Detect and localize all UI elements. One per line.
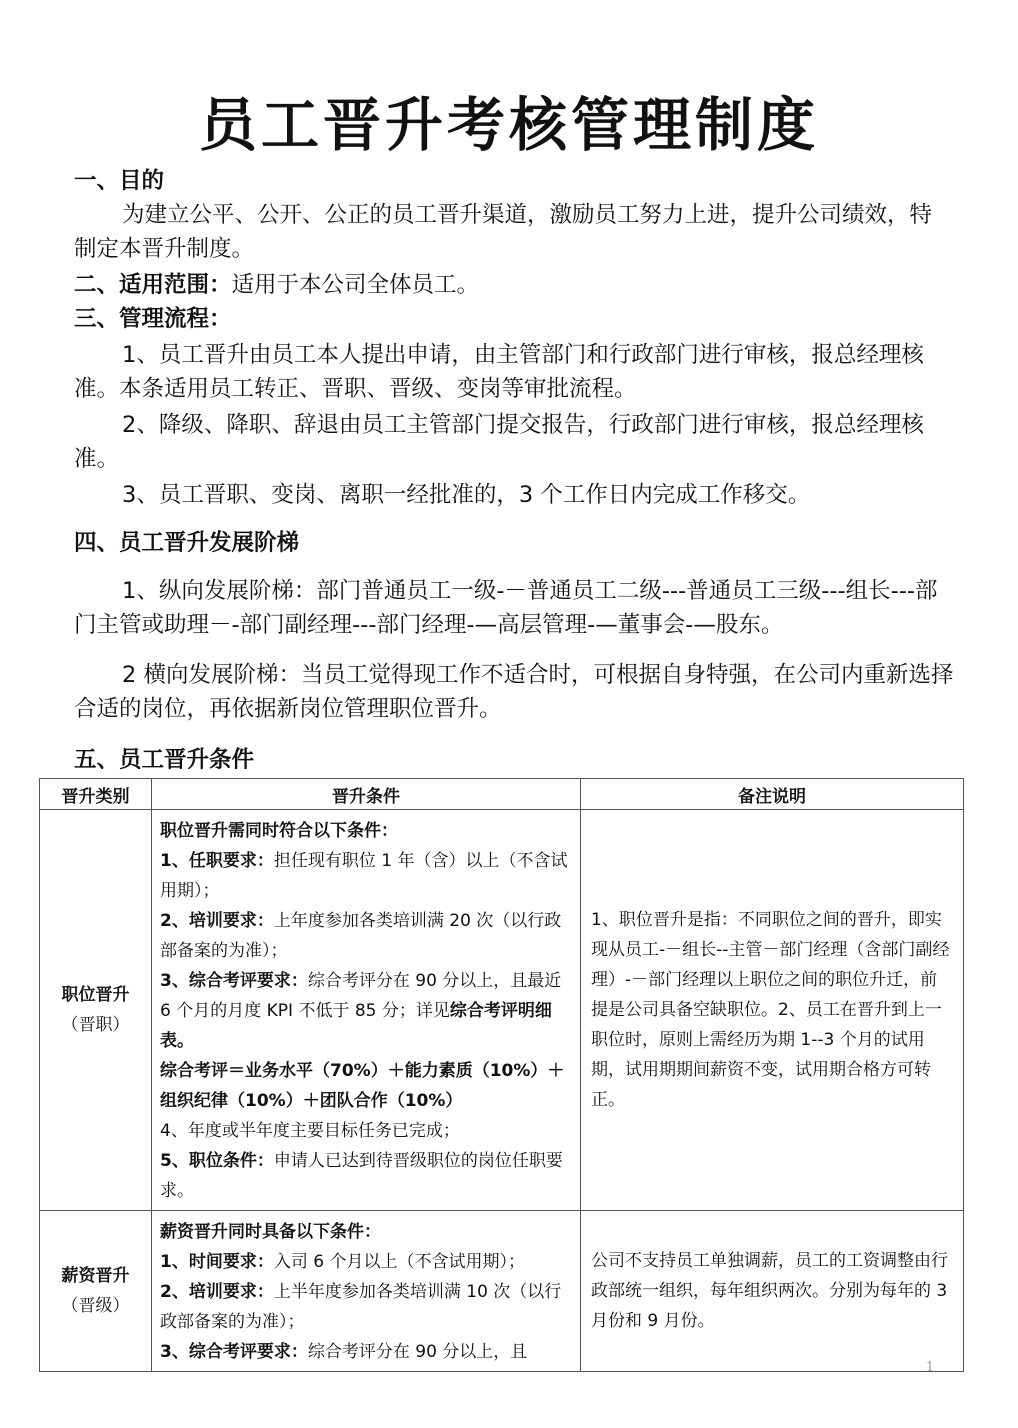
section-3-item-1: 1、员工晋升由员工本人提出申请，由主管部门和行政部门进行审核，报总经理核准。本条适用员工转正、晋职、晋级、变岗等审批流程。: [74, 342, 924, 402]
condition-2-text: 上半年度参加各类培训满 10 次（以行政部备案的为准）；: [160, 1282, 562, 1332]
condition-1-text: 担任现有职位 1 年（含）以上（不含试用期）；: [160, 851, 568, 901]
category-label: 职位晋升: [61, 985, 130, 1005]
category-sub: （晋职）: [61, 1015, 130, 1035]
section-1-heading: 一、目的: [74, 168, 165, 194]
table-header-row: [40, 779, 964, 810]
section-2-heading: 二、适用范围：: [74, 272, 232, 298]
section-4-item-2: 2 横向发展阶梯：当员工觉得现工作不适合时，可根据自身特强，在公司内重新选择合适的岗位，再依据新岗位管理职位晋升。: [74, 662, 954, 722]
section-1-body: 为建立公平、公开、公正的员工晋升渠道，激励员工努力上进，提升公司绩效，特制定本晋升制度。: [74, 202, 933, 262]
condition-2: [160, 906, 572, 966]
scoring-formula: 综合考评＝业务水平（70%）＋能力素质（10%）＋组织纪律（10%）＋团队合作（10%）: [160, 1061, 565, 1111]
condition-1-label: 1、时间要求：: [160, 1252, 274, 1272]
section-4-item-1: 1、纵向发展阶梯：部门普通员工一级-－普通员工二级---普通员工三级---组长---部门主管或助理－-部门副经理---部门经理-—高层管理-—董事会-—股东。: [74, 578, 938, 638]
condition-cell: [152, 810, 581, 1211]
condition-2-label: 2、培训要求：: [160, 1282, 274, 1302]
condition-5-label: 5、职位条件：: [160, 1151, 274, 1171]
condition-5-text: 申请人已达到待晋级职位的岗位任职要求。: [160, 1151, 563, 1201]
note-cell: 1、职位晋升是指：不同职位之间的晋升，即实现从员工-－组长--主管－部门经理（含部门副经理）-－部门经理以上职位之间的职位升迁，前提是公司具备空缺职位。2、员工在晋升到上一职位时，原则上需经历为期 1--3 个月的试用期，试用期期间薪资不变，试用期合格方可转正。: [581, 810, 964, 1211]
condition-3-bold: 综合考评明细表。: [160, 1001, 552, 1051]
section-2-body: 适用于本公司全体员工。: [231, 272, 480, 298]
condition-1-label: 1、任职要求：: [160, 851, 274, 871]
condition-3: [160, 966, 572, 1056]
condition-title: 职位晋升需同时符合以下条件：: [160, 821, 398, 841]
condition-3-text: 综合考评分在 90 分以上，且: [307, 1342, 528, 1362]
condition-2: [160, 1277, 572, 1337]
condition-3-text: 综合考评分在 90 分以上，且最近 6 个月的月度 KPI 不低于 85 分；详见: [160, 971, 562, 1021]
header-note: 备注说明: [581, 779, 964, 810]
header-category: 晋升类别: [40, 779, 152, 810]
note-cell: 公司不支持员工单独调薪，员工的工资调整由行政部统一组织，每年组织两次。分别为每年的 3 月份和 9 月份。: [581, 1211, 964, 1372]
condition-title: 薪资晋升同时具备以下条件：: [160, 1222, 381, 1242]
section-3-item-2: 2、降级、降职、辞退由员工主管部门提交报告，行政部门进行审核，报总经理核准。: [74, 412, 924, 472]
promotion-conditions-table: [39, 778, 964, 1372]
condition-1: [160, 1247, 572, 1277]
condition-4: 4、年度或半年度主要目标任务已完成；: [160, 1121, 460, 1141]
condition-1-text: 入司 6 个月以上（不含试用期）；: [273, 1252, 525, 1272]
condition-2-text: 上年度参加各类培训满 20 次（以行政部备案的为准）；: [160, 911, 562, 961]
category-cell: [40, 1211, 152, 1372]
header-condition: 晋升条件: [152, 779, 581, 810]
table-row: [40, 810, 964, 1211]
condition-3-label: 3、综合考评要求：: [160, 971, 308, 991]
category-cell: [40, 810, 152, 1211]
section-2: [74, 268, 954, 302]
condition-1: [160, 846, 572, 906]
section-5-heading: 五、员工晋升条件: [74, 747, 255, 773]
category-label: 薪资晋升: [61, 1266, 130, 1286]
page-number: 1: [925, 1360, 934, 1375]
section-3-item-3: 3、员工晋职、变岗、离职一经批准的，3 个工作日内完成工作移交。: [122, 482, 811, 508]
table-row: [40, 1211, 964, 1372]
category-sub: （晋级）: [61, 1296, 130, 1316]
page-title: 员工晋升考核管理制度: [198, 91, 819, 159]
condition-3: [160, 1337, 572, 1367]
condition-cell: [152, 1211, 581, 1372]
condition-5: [160, 1146, 572, 1206]
condition-2-label: 2、培训要求：: [160, 911, 274, 931]
section-4-heading: 四、员工晋升发展阶梯: [74, 530, 300, 556]
section-3-heading: 三、管理流程：: [74, 306, 232, 332]
condition-3-label: 3、综合考评要求：: [160, 1342, 308, 1362]
